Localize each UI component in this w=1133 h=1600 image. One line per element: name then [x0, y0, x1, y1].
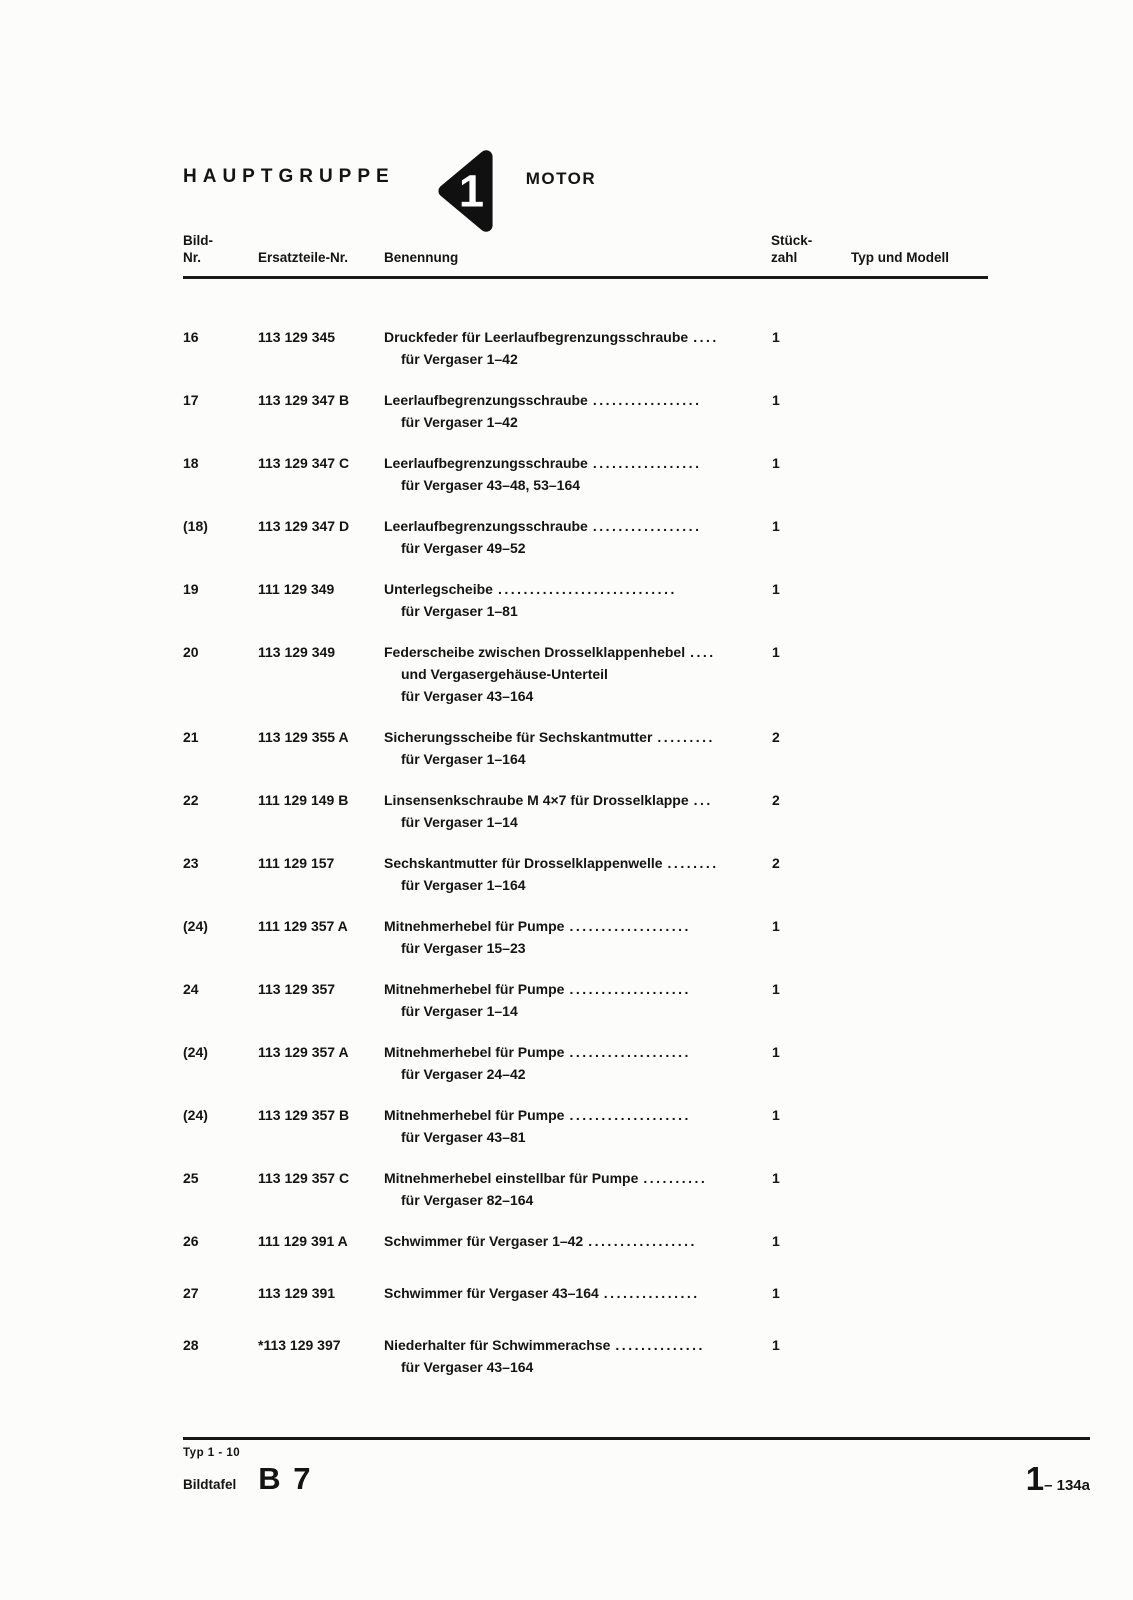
part-number-cell: 113 129 347 B	[258, 392, 350, 408]
bild-nr-cell: 26	[183, 1233, 199, 1249]
column-header-ersatzteile-nr: Ersatzteile-Nr.	[258, 250, 349, 265]
description-text: Schwimmer für Vergaser 1–42 .................	[384, 1233, 697, 1249]
dot-leader: ..........	[643, 1170, 708, 1186]
section-title: MOTOR	[525, 169, 597, 188]
table-row	[183, 1334, 1113, 1378]
group-number: 1	[458, 165, 484, 217]
dot-leader: .................	[592, 392, 702, 408]
description-text: Druckfeder für Leerlaufbegrenzungsschraube ....	[384, 329, 719, 345]
bild-nr-cell: (24)	[183, 918, 208, 934]
description-cell	[384, 641, 763, 707]
bild-nr-cell: (24)	[183, 1107, 208, 1123]
description-cell	[384, 515, 763, 559]
hauptgruppe-label: HAUPTGRUPPE	[183, 166, 395, 187]
description-text: Mitnehmerhebel einstellbar für Pumpe ..........	[384, 1170, 708, 1186]
description-text: Schwimmer für Vergaser 43–164 ...............	[384, 1285, 700, 1301]
group-number-badge-icon	[437, 148, 496, 234]
page-header	[183, 148, 596, 234]
column-header-stueckzahl: Stück- zahl	[771, 233, 813, 265]
quantity-cell: 1	[772, 1337, 780, 1353]
dot-leader: ........	[667, 855, 719, 871]
typ-modell-cell	[838, 452, 1113, 496]
part-number-cell: 111 129 357 A	[258, 918, 348, 934]
bild-nr-cell: 21	[183, 729, 199, 745]
column-header-bild-nr: Bild- Nr.	[183, 233, 213, 265]
quantity-cell: 2	[772, 729, 780, 745]
typ-modell-cell	[838, 641, 1113, 707]
bild-nr-cell: 27	[183, 1285, 199, 1301]
typ-modell-cell	[838, 726, 1113, 770]
description-cell	[384, 326, 763, 370]
description-text: Unterlegscheibe ............................	[384, 581, 677, 597]
description-cell	[384, 789, 763, 833]
quantity-cell: 1	[772, 329, 780, 345]
dot-leader: .................	[592, 518, 702, 534]
dot-leader: ...................	[569, 918, 691, 934]
part-number-cell: 113 129 345	[258, 329, 336, 345]
typ-modell-cell	[838, 1334, 1113, 1378]
typ-modell-cell	[838, 1282, 1113, 1304]
description-cell	[384, 852, 763, 896]
description-continuation: für Vergaser 1–42	[401, 351, 518, 367]
table-row	[183, 1167, 1113, 1211]
description-text: Federscheibe zwischen Drosselklappenhebel ....	[384, 644, 716, 660]
description-continuation: für Vergaser 1–42	[401, 414, 518, 430]
description-text: Mitnehmerhebel für Pumpe ...................	[384, 1107, 691, 1123]
dot-leader: .................	[592, 455, 702, 471]
typ-modell-cell	[838, 1041, 1113, 1085]
description-continuation: für Vergaser 15–23	[401, 940, 526, 956]
description-cell	[384, 726, 763, 770]
quantity-cell: 1	[772, 1044, 780, 1060]
table-row	[183, 641, 1113, 707]
bild-nr-cell: 20	[183, 644, 199, 660]
table-row	[183, 452, 1113, 496]
description-continuation: für Vergaser 43–164	[401, 688, 534, 704]
typ-modell-cell	[838, 978, 1113, 1022]
description-continuation: für Vergaser 1–81	[401, 603, 518, 619]
description-cell	[384, 1104, 763, 1148]
bild-nr-cell: 16	[183, 329, 199, 345]
description-cell	[384, 1041, 763, 1085]
column-header-typ-und-modell: Typ und Modell	[851, 250, 949, 265]
table-row	[183, 915, 1113, 959]
typ-modell-cell	[838, 389, 1113, 433]
part-number-cell: 113 129 391	[258, 1285, 336, 1301]
typ-modell-cell	[838, 915, 1113, 959]
quantity-cell: 1	[772, 455, 780, 471]
dot-leader: .........	[657, 729, 715, 745]
dot-leader: ...	[693, 792, 713, 808]
table-row	[183, 1104, 1113, 1148]
part-number-cell: 111 129 157	[258, 855, 335, 871]
description-cell	[384, 1230, 763, 1252]
description-cell	[384, 1282, 763, 1304]
page-number-minor: – 134a	[1044, 1477, 1090, 1494]
description-text: Leerlaufbegrenzungsschraube .................	[384, 455, 702, 471]
description-continuation: für Vergaser 49–52	[401, 540, 526, 556]
description-continuation: und Vergasergehäuse-Unterteil	[401, 666, 608, 682]
quantity-cell: 1	[772, 392, 780, 408]
part-number-cell: 111 129 391 A	[258, 1233, 348, 1249]
typ-modell-cell	[838, 789, 1113, 833]
dot-leader: .................	[588, 1233, 697, 1249]
typ-modell-cell	[838, 326, 1113, 370]
description-text: Mitnehmerhebel für Pumpe ...................	[384, 918, 691, 934]
description-cell	[384, 1334, 763, 1378]
description-cell	[384, 1167, 763, 1211]
part-number-cell: 111 129 349	[258, 581, 335, 597]
footer-divider	[183, 1437, 1090, 1440]
plate-number: B 7	[258, 1461, 313, 1496]
description-text: Sechskantmutter für Drosselklappenwelle ........	[384, 855, 719, 871]
description-continuation: für Vergaser 82–164	[401, 1192, 534, 1208]
description-continuation: für Vergaser 1–164	[401, 877, 526, 893]
description-text: Leerlaufbegrenzungsschraube .................	[384, 392, 702, 408]
description-text: Mitnehmerhebel für Pumpe ...................	[384, 981, 691, 997]
table-row	[183, 978, 1113, 1022]
description-continuation: für Vergaser 43–164	[401, 1359, 534, 1375]
quantity-cell: 1	[772, 1285, 780, 1301]
bild-nr-cell: 23	[183, 855, 199, 871]
quantity-cell: 1	[772, 644, 780, 660]
typ-modell-cell	[838, 852, 1113, 896]
part-number-cell: 113 129 357	[258, 981, 336, 997]
bild-nr-cell: 24	[183, 981, 199, 997]
part-number-cell: 113 129 347 C	[258, 455, 350, 471]
part-number-cell: *113 129 397	[258, 1337, 341, 1353]
quantity-cell: 2	[772, 792, 780, 808]
bild-nr-cell: 22	[183, 792, 199, 808]
description-cell	[384, 452, 763, 496]
quantity-cell: 1	[772, 1170, 780, 1186]
parts-table	[183, 326, 1113, 1397]
table-row	[183, 852, 1113, 896]
dot-leader: ....	[693, 329, 719, 345]
part-number-cell: 113 129 357 C	[258, 1170, 350, 1186]
dot-leader: ...............	[603, 1285, 700, 1301]
description-continuation: für Vergaser 1–14	[401, 1003, 518, 1019]
table-row	[183, 1282, 1113, 1304]
bild-nr-cell: (24)	[183, 1044, 208, 1060]
table-row	[183, 515, 1113, 559]
page-footer	[183, 1437, 1090, 1497]
table-row	[183, 789, 1113, 833]
quantity-cell: 2	[772, 855, 780, 871]
dot-leader: ...................	[569, 981, 691, 997]
page-number-major: 1	[1025, 1460, 1045, 1497]
description-text: Sicherungsscheibe für Sechskantmutter .........	[384, 729, 715, 745]
description-text: Niederhalter für Schwimmerachse ..............	[384, 1337, 705, 1353]
description-text: Leerlaufbegrenzungsschraube .................	[384, 518, 702, 534]
description-continuation: für Vergaser 43–81	[401, 1129, 526, 1145]
dot-leader: ..............	[615, 1337, 705, 1353]
typ-modell-cell	[838, 1104, 1113, 1148]
quantity-cell: 1	[772, 518, 780, 534]
quantity-cell: 1	[772, 1233, 780, 1249]
plate-info	[183, 1447, 313, 1494]
part-number-cell: 111 129 149 B	[258, 792, 349, 808]
table-row	[183, 1041, 1113, 1085]
quantity-cell: 1	[772, 981, 780, 997]
bild-nr-cell: 18	[183, 455, 199, 471]
bild-nr-cell: 25	[183, 1170, 199, 1186]
bild-nr-cell: (18)	[183, 518, 208, 534]
part-number-cell: 113 129 357 A	[258, 1044, 349, 1060]
part-number-cell: 113 129 357 B	[258, 1107, 350, 1123]
typ-modell-cell	[838, 578, 1113, 622]
part-number-cell: 113 129 355 A	[258, 729, 349, 745]
typ-modell-cell	[838, 1230, 1113, 1252]
typ-modell-cell	[838, 1167, 1113, 1211]
description-cell	[384, 915, 763, 959]
description-continuation: für Vergaser 43–48, 53–164	[401, 477, 581, 493]
description-continuation: für Vergaser 1–14	[401, 814, 518, 830]
table-row	[183, 578, 1113, 622]
bild-nr-cell: 19	[183, 581, 199, 597]
dot-leader: ....	[690, 644, 716, 660]
quantity-cell: 1	[772, 918, 780, 934]
dot-leader: ...................	[569, 1107, 691, 1123]
description-cell	[384, 389, 763, 433]
description-cell	[384, 978, 763, 1022]
table-row	[183, 326, 1113, 370]
bild-nr-cell: 17	[183, 392, 199, 408]
column-header-benennung: Benennung	[384, 250, 459, 265]
header-divider	[183, 276, 988, 279]
table-row	[183, 1230, 1113, 1252]
description-continuation: für Vergaser 1–164	[401, 751, 526, 767]
table-row	[183, 726, 1113, 770]
table-row	[183, 389, 1113, 433]
typ-modell-cell	[838, 515, 1113, 559]
description-text: Mitnehmerhebel für Pumpe ...................	[384, 1044, 691, 1060]
description-text: Linsensenkschraube M 4×7 für Drosselklappe ...	[384, 792, 713, 808]
page-number	[1025, 1460, 1090, 1497]
part-number-cell: 113 129 349	[258, 644, 336, 660]
typ-range-label: Typ 1 - 10	[183, 1447, 241, 1459]
dot-leader: ...................	[569, 1044, 691, 1060]
quantity-cell: 1	[772, 1107, 780, 1123]
quantity-cell: 1	[772, 581, 780, 597]
dot-leader: ............................	[497, 581, 677, 597]
part-number-cell: 113 129 347 D	[258, 518, 350, 534]
bildtafel-label: Bildtafel	[183, 1477, 237, 1492]
table-column-headers	[183, 232, 1090, 266]
description-continuation: für Vergaser 24–42	[401, 1066, 526, 1082]
bild-nr-cell: 28	[183, 1337, 199, 1353]
description-cell	[384, 578, 763, 622]
